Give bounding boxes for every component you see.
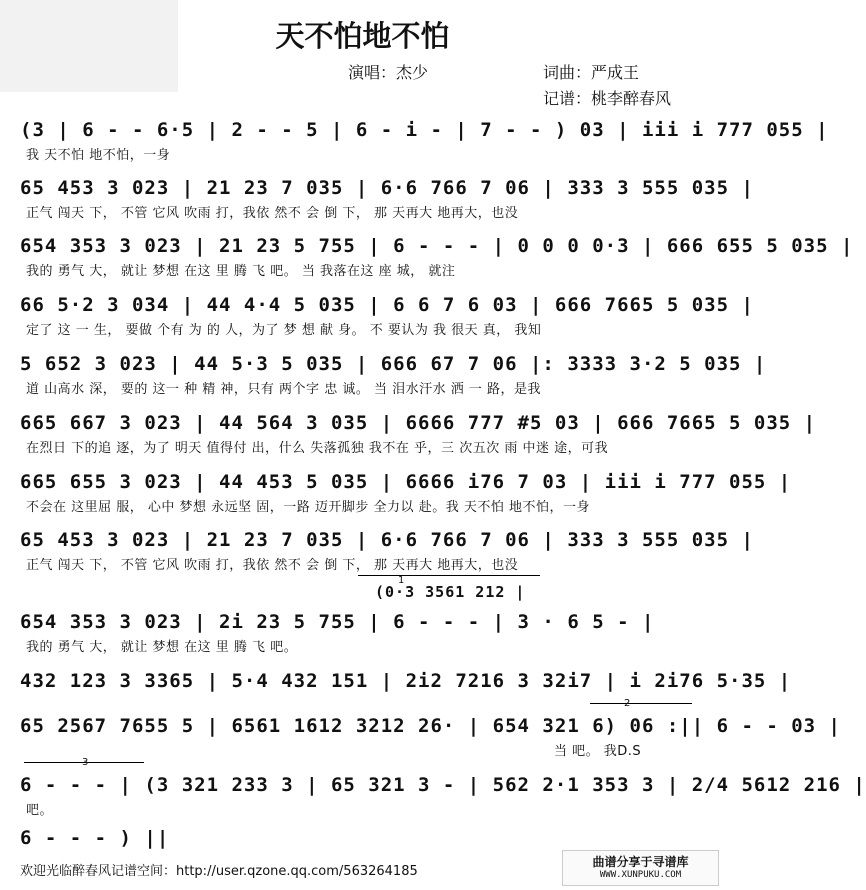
overlay-notation: (0·3 3561 212 | bbox=[375, 583, 526, 601]
lyric-line: 当 吧。 我D.S bbox=[554, 744, 642, 759]
lyric-line: 我 天不怕 地不怕，一身 bbox=[26, 148, 171, 163]
notation-line: 65 2567 7655 5 | 6561 1612 3212 26· | 654 321 6) 06 :|| 6 - - 03 | bbox=[20, 715, 841, 737]
notation-line: 6 - - - ) || bbox=[20, 827, 170, 849]
notation-line: 5 652 3 023 | 44 5·3 5 035 | 666 67 7 06 |: 3333 3·2 5 035 | bbox=[20, 353, 767, 375]
composer-credit: 词曲：严成王 bbox=[543, 63, 640, 82]
singer-credit: 演唱：杰少 bbox=[348, 63, 429, 82]
notation-line: 654 353 3 023 | 21 23 5 755 | 6 - - - | 0 0 0 0·3 | 666 655 5 035 | bbox=[20, 235, 854, 257]
volta-2-bracket bbox=[590, 703, 692, 704]
notation-line: (3 | 6 - - 6·5 | 2 - - 5 | 6 - i - | 7 - - ) 03 | iii i 777 055 | bbox=[20, 119, 829, 141]
lyric-line: 道 山高水 深， 要的 这一 种 精 神，只有 两个字 忠 诚。 当 泪水汗水 洒 一 路，是我 bbox=[26, 382, 541, 397]
lyric-line: 定了 这 一 生， 要做 个有 为 的 人，为了 梦 想 献 身。 不 要认为 我 很天 真， 我知 bbox=[26, 323, 542, 338]
notation-line: 432 123 3 3365 | 5·4 432 151 | 2i2 7216 3 32i7 | i 2i76 5·35 | bbox=[20, 670, 792, 692]
transcriber-credit: 记谱：桃李醉春风 bbox=[543, 89, 672, 108]
notation-line: 66 5·2 3 034 | 44 4·4 5 035 | 6 6 7 6 03 | 666 7665 5 035 | bbox=[20, 294, 754, 316]
notation-line: 665 655 3 023 | 44 453 5 035 | 6666 i76 7 03 | iii i 777 055 | bbox=[20, 471, 792, 493]
volta-3-number: 3 bbox=[82, 757, 89, 768]
lyric-line: 正气 闯天 下， 不管 它风 吹雨 打，我依 然不 会 倒 下， 那 天再大 地再大，也没 bbox=[26, 558, 519, 573]
notation-line: 6 - - - | (3 321 233 3 | 65 321 3 - | 562 2·1 353 3 | 2/4 5612 216 | bbox=[20, 774, 866, 796]
site-logo bbox=[562, 850, 719, 886]
footer-note: 欢迎光临醉春风记谱空间：http://user.qzone.qq.com/563264185 bbox=[20, 864, 418, 879]
notation-line: 65 453 3 023 | 21 23 7 035 | 6·6 766 7 06 | 333 3 555 035 | bbox=[20, 529, 754, 551]
volta-1-number: 1 bbox=[398, 575, 405, 586]
lyric-line: 吧。 bbox=[26, 803, 54, 818]
notation-line: 665 667 3 023 | 44 564 3 035 | 6666 777 #5 03 | 666 7665 5 035 | bbox=[20, 412, 817, 434]
notation-line: 654 353 3 023 | 2i 23 5 755 | 6 - - - | 3 · 6 5 - | bbox=[20, 611, 655, 633]
lyric-line: 不会在 这里屈 服， 心中 梦想 永远坚 固，一路 迈开脚步 全力以 赴。我 天不怕 地不怕，一身 bbox=[26, 500, 590, 515]
lyric-line: 我的 勇气 大， 就让 梦想 在这 里 腾 飞 吧。 当 我落在这 座 城， 就注 bbox=[26, 264, 456, 279]
logo-url: WWW.XUNPUKU.COM bbox=[599, 870, 682, 880]
volta-2-number: 2 bbox=[624, 698, 631, 709]
lyric-line: 我的 勇气 大， 就让 梦想 在这 里 腾 飞 吧。 bbox=[26, 640, 298, 655]
volta-1-bracket bbox=[358, 575, 540, 576]
lyric-line: 正气 闯天 下， 不管 它风 吹雨 打，我依 然不 会 倒 下， 那 天再大 地再大，也没 bbox=[26, 206, 519, 221]
lyric-line: 在烈日 下的追 逐，为了 明天 值得付 出，什么 失落孤独 我不在 乎，三 次五次 雨 中迷 途，可我 bbox=[26, 441, 609, 456]
song-title: 天不怕地不怕 bbox=[275, 19, 450, 53]
logo-title: 曲谱分享于寻谱库 bbox=[592, 855, 689, 869]
notation-line: 65 453 3 023 | 21 23 7 035 | 6·6 766 7 06 | 333 3 555 035 | bbox=[20, 177, 754, 199]
